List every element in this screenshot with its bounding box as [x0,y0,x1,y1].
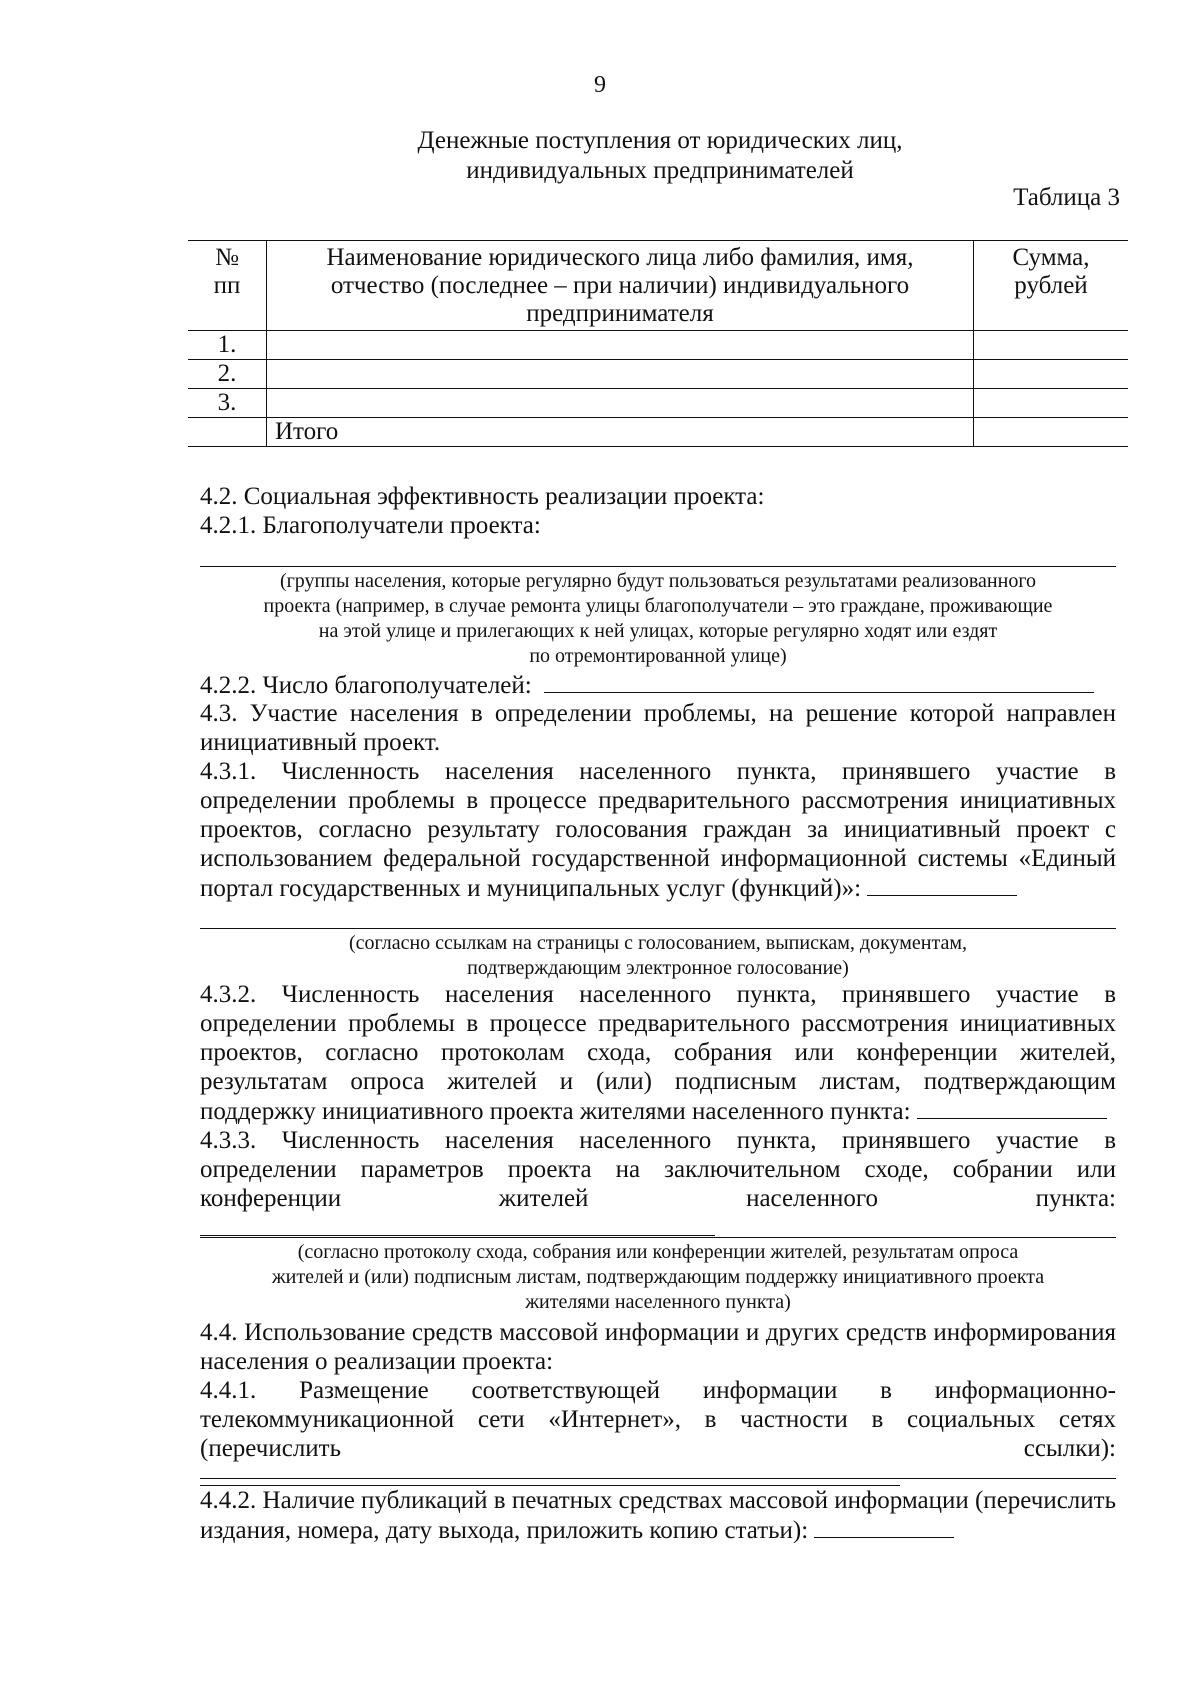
header-sum-line-1: Сумма, [1012,244,1090,271]
row-num-cell: 2. [188,360,267,389]
row-name-cell[interactable] [267,360,974,389]
section-4-3-2 [200,980,1116,1243]
spread-word: информации [702,1377,838,1404]
section-4-4-2-text [200,1486,1116,1545]
spread-word: в [880,1377,892,1404]
header-name [267,241,974,331]
spread-word: соответствующей [471,1377,661,1404]
note-line: на этой улице и прилегающих к ней улицах, которые регулярно ходят или ездят [318,620,998,642]
total-sum-cell[interactable] [974,418,1129,447]
section-4-3-2-text [200,980,1116,1126]
section-4-3-2-blank[interactable] [917,1096,1107,1119]
section-4-4-2 [200,1486,1116,1545]
header-sum-line-2: рублей [1014,272,1088,299]
row-sum-cell[interactable] [974,331,1129,360]
table-header-row [188,241,1128,331]
table-row [188,360,1128,389]
section-4-4-1-first-line [200,1376,1116,1405]
internet-links-blank-line[interactable] [200,1478,1116,1479]
section-4-3-1-label: 4.3.1. Численность населения населенного пункта, принявшего участие в определении проблемы в процессе предварительного рассмотрения инициативных проектов, согласно результату голосования граждан за инициативный проект с использованием федеральной государственной информационной системы «Единый портал государственных и муниципальных услуг (функций)»: [200,758,1116,902]
final-meeting-note [200,1240,1116,1315]
section-4-4-2-label: 4.4.2. Наличие публикаций в печатных средствах массовой информации (перечислить издания, номера, дату выхода, приложить копию статьи): [200,1487,1116,1544]
title-line-2: индивидуальных предпринимателей [466,157,854,184]
row-sum-cell[interactable] [974,360,1129,389]
section-4-3-3-label: 4.3.3. Численность населения населенного пункта, принявшего участие в определении параметров проекта на заключительном сходе, собрании или конференции жителей населенного пункта: [200,1127,1116,1212]
header-num-line-1: № [215,244,239,271]
section-4-4-2-blank[interactable] [814,1515,954,1538]
table-label: Таблица 3 [1013,184,1120,211]
section-4-3-3-blank[interactable] [200,1213,715,1236]
section-4-3 [200,699,1116,903]
section-4-4-1-text [200,1405,1116,1493]
final-meeting-blank-line[interactable] [200,1237,1116,1238]
header-sum [974,241,1129,331]
note-line: по отремонтированной улице) [529,645,787,667]
beneficiaries-blank-line[interactable] [200,566,1116,567]
row-name-cell[interactable] [267,389,974,418]
section-4-3-2-label: 4.3.2. Численность населения населенного пункта, принявшего участие в определении проблемы в процессе предварительного рассмотрения инициативных проектов, согласно протоколам схода, собрания или конференции жителей, результатам опроса жителей и (или) подписным листам, подтверждающим поддержку инициативного проекта жителями населенного пункта: [200,981,1116,1125]
row-name-cell[interactable] [267,331,974,360]
row-sum-cell[interactable] [974,389,1129,418]
header-num-line-2: пп [213,272,241,299]
section-4-4-1-blank[interactable] [200,1463,900,1486]
section-4-3-1-text [200,757,1116,903]
row-num-cell: 1. [188,331,267,360]
total-num-cell [188,418,267,447]
header-name-line-1: Наименование юридического лица либо фамилия, имя, [326,244,914,271]
section-4-3-3-text [200,1126,1116,1243]
total-label: Итого [267,418,974,447]
voting-note [200,931,1116,981]
section-4-4-heading: 4.4. Использование средств массовой информации и других средств информирования населения о реализации проекта: [200,1319,1116,1375]
beneficiaries-count-label: 4.2.2. Число благополучателей: [200,672,532,699]
section-4-2-1-label: 4.2.1. Благополучатели проекта: [200,512,541,539]
section-4-4-1-label: телекоммуникационной сети «Интернет», в частности в социальных сетях (перечислить ссылки): [200,1406,1116,1462]
table-total-row [188,418,1128,447]
money-receipts-table [188,240,1128,447]
beneficiaries-note [200,569,1116,669]
header-num [188,241,267,331]
section-4-2-heading: 4.2. Социальная эффективность реализации проекта: [200,483,765,510]
note-line: (согласно протоколу схода, собрания или конференции жителей, результатам опроса [297,1241,1019,1263]
spread-word: информационно- [934,1377,1116,1404]
document-title [200,126,1120,186]
note-line: (согласно ссылкам на страницы с голосованием, выпискам, документам, [348,932,968,954]
section-4-3-heading: 4.3. Участие населения в определении проблемы, на решение которой направлен инициативный проект. [200,700,1116,756]
section-4-2 [200,482,1116,540]
section-4-3-1-blank[interactable] [867,873,1017,896]
header-name-line-2: отчество (последнее – при наличии) индивидуального [330,272,910,299]
table-row [188,389,1128,418]
beneficiaries-count-blank[interactable] [544,670,1094,693]
header-name-line-3: предпринимателя [526,300,714,327]
spread-word: Размещение [299,1377,429,1404]
note-line: жителей и (или) подписным листам, подтверждающим поддержку инициативного проекта [271,1266,1045,1288]
note-line: (группы населения, которые регулярно будут пользоваться результатами реализованного [279,570,1037,592]
title-line-1: Денежные поступления от юридических лиц, [417,127,903,154]
note-line: жителями населенного пункта) [525,1291,791,1313]
spread-word: 4.4.1. [200,1377,257,1404]
note-line: проекта (например, в случае ремонта улицы благополучатели – это граждане, проживающие [263,595,1053,617]
row-num-cell: 3. [188,389,267,418]
section-4-2-2 [200,670,1116,700]
section-4-4 [200,1318,1116,1493]
table-row [188,331,1128,360]
voting-blank-line[interactable] [200,928,1116,929]
note-line: подтверждающим электронное голосование) [467,957,849,979]
page-number: 9 [594,72,606,98]
